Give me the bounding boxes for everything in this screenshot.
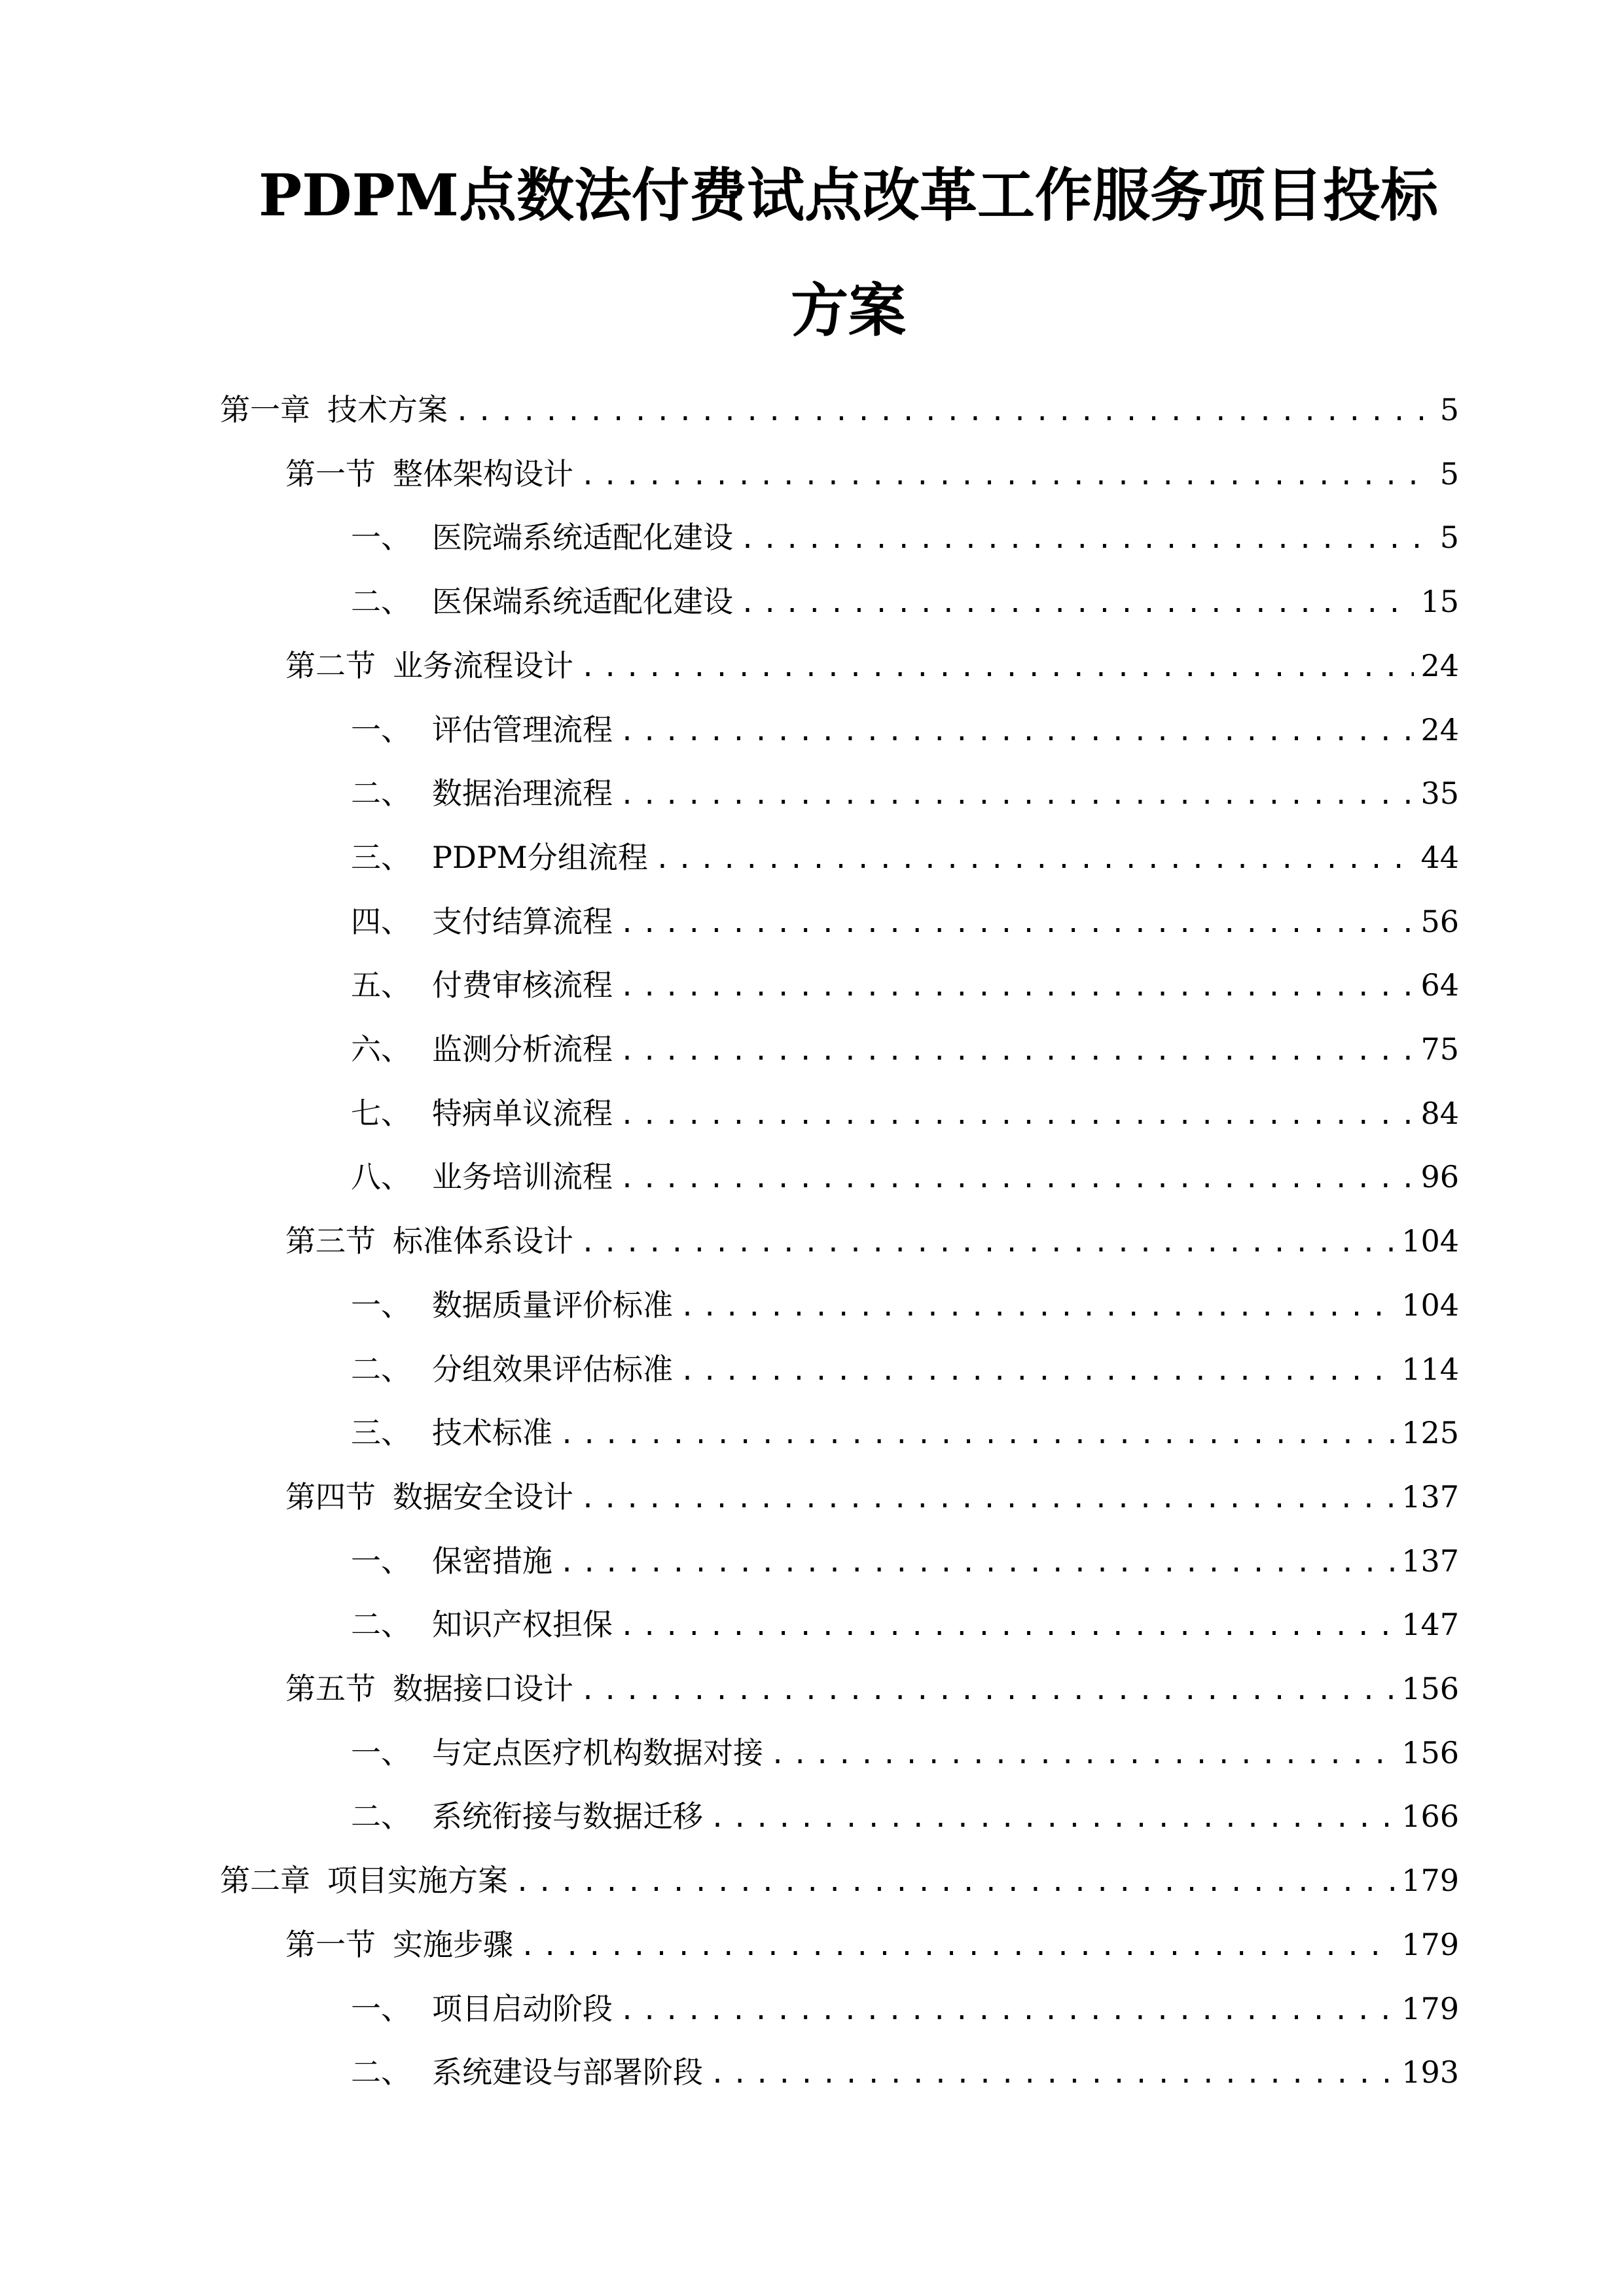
- toc-entry-page-number: 125: [1401, 1415, 1459, 1450]
- toc-entry-title: 知识产权担保: [432, 1607, 613, 1642]
- toc-entry-page-number: 44: [1420, 840, 1459, 875]
- toc-entry-page-number: 166: [1401, 1799, 1459, 1834]
- toc-entry-title: PDPM分组流程: [432, 840, 648, 875]
- toc-entry-number: 二、: [351, 2054, 411, 2090]
- toc-entry-title: 技术方案: [327, 392, 448, 427]
- document-title-line-1: PDPM点数法付费试点改革工作服务项目投标: [258, 161, 1439, 229]
- toc-entry-title: 整体架构设计: [393, 456, 573, 492]
- toc-dot-leader: [679, 1350, 1395, 1392]
- toc-dot-leader: [679, 1286, 1395, 1328]
- toc-entry[interactable]: [351, 1156, 1459, 1198]
- toc-entry-title: 技术标准: [432, 1415, 552, 1450]
- toc-entry-number: 一、: [351, 1543, 411, 1579]
- toc-entry-title: 支付结算流程: [432, 904, 613, 939]
- toc-entry[interactable]: [351, 964, 1459, 1006]
- toc-entry[interactable]: [351, 1028, 1459, 1070]
- toc-entry-title: 医保端系统适配化建设: [432, 584, 733, 619]
- toc-entry-page-number: 137: [1401, 1479, 1459, 1515]
- toc-entry[interactable]: [351, 1540, 1459, 1582]
- toc-entry[interactable]: [220, 1859, 1459, 1901]
- toc-entry-page-number: 5: [1439, 392, 1459, 427]
- toc-dot-leader: [619, 1158, 1414, 1200]
- toc-entry-number: 二、: [351, 1352, 411, 1387]
- toc-entry-number: 七、: [351, 1096, 411, 1131]
- toc-dot-leader: [454, 391, 1426, 433]
- toc-entry-page-number: 75: [1420, 1031, 1459, 1067]
- toc-entry-page-number: 179: [1401, 1991, 1459, 2026]
- toc-entry-title: 业务流程设计: [393, 648, 573, 683]
- toc-entry[interactable]: [351, 1284, 1459, 1326]
- toc-entry-number: 五、: [351, 967, 411, 1003]
- toc-entry-page-number: 104: [1401, 1223, 1459, 1259]
- toc-dot-leader: [619, 903, 1414, 944]
- toc-entry[interactable]: [351, 581, 1459, 622]
- toc-entry[interactable]: [351, 2051, 1459, 2093]
- toc-entry-number: 六、: [351, 1031, 411, 1067]
- toc-entry-title: 数据质量评价标准: [432, 1287, 673, 1323]
- toc-entry[interactable]: [351, 709, 1459, 751]
- toc-entry-page-number: 104: [1401, 1287, 1459, 1323]
- toc-entry-page-number: 64: [1420, 967, 1459, 1003]
- toc-dot-leader: [580, 455, 1426, 497]
- toc-entry-page-number: 96: [1420, 1159, 1459, 1194]
- toc-entry[interactable]: [351, 1412, 1459, 1454]
- toc-dot-leader: [619, 1605, 1395, 1647]
- toc-entry-page-number: 24: [1420, 648, 1459, 683]
- toc-entry-title: 数据治理流程: [432, 776, 613, 811]
- toc-entry-page-number: 193: [1401, 2054, 1459, 2090]
- toc-entry-page-number: 156: [1401, 1671, 1459, 1706]
- toc-dot-leader: [619, 1990, 1395, 2032]
- toc-entry-title: 项目实施方案: [327, 1863, 508, 1898]
- toc-entry[interactable]: [351, 772, 1459, 814]
- toc-entry-title: 数据安全设计: [393, 1479, 573, 1515]
- toc-entry-number: 一、: [351, 1287, 411, 1323]
- toc-entry-title: 实施步骤: [393, 1927, 513, 1962]
- toc-dot-leader: [710, 1797, 1395, 1839]
- toc-entry-page-number: 24: [1420, 712, 1459, 747]
- toc-entry[interactable]: [351, 1348, 1459, 1390]
- toc-entry-title: 医院端系统适配化建设: [432, 520, 733, 555]
- toc-dot-leader: [580, 1222, 1395, 1264]
- toc-entry-title: 数据接口设计: [393, 1671, 573, 1706]
- toc-entry-number: 第二节: [285, 648, 376, 683]
- toc-entry[interactable]: [220, 389, 1459, 431]
- toc-entry-number: 第一章: [220, 392, 310, 427]
- toc-entry-number: 三、: [351, 1415, 411, 1450]
- toc-entry-number: 一、: [351, 712, 411, 747]
- toc-entry[interactable]: [351, 1988, 1459, 2030]
- toc-entry-title: 系统衔接与数据迁移: [432, 1799, 703, 1834]
- toc-entry-number: 第五节: [285, 1671, 376, 1706]
- toc-entry-title: 保密措施: [432, 1543, 552, 1579]
- toc-entry-number: 二、: [351, 776, 411, 811]
- toc-entry-title: 评估管理流程: [432, 712, 613, 747]
- toc-entry-page-number: 114: [1401, 1352, 1459, 1387]
- toc-entry-number: 第三节: [285, 1223, 376, 1259]
- toc-dot-leader: [580, 1478, 1395, 1520]
- toc-entry[interactable]: [351, 1732, 1459, 1774]
- toc-entry-title: 标准体系设计: [393, 1223, 573, 1259]
- toc-entry-title: 与定点医疗机构数据对接: [432, 1735, 763, 1770]
- toc-entry-title: 项目启动阶段: [432, 1991, 613, 2026]
- toc-dot-leader: [619, 774, 1414, 816]
- toc-entry-page-number: 179: [1401, 1927, 1459, 1962]
- toc-entry-page-number: 56: [1420, 904, 1459, 939]
- toc-entry-page-number: 5: [1439, 456, 1459, 492]
- toc-dot-leader: [710, 2053, 1395, 2095]
- toc-dot-leader: [580, 647, 1414, 689]
- toc-entry-title: 分组效果评估标准: [432, 1352, 673, 1387]
- toc-dot-leader: [559, 1414, 1395, 1456]
- toc-entry[interactable]: [285, 1220, 1459, 1262]
- document-title-line-2: 方案: [790, 276, 906, 344]
- toc-dot-leader: [655, 838, 1415, 880]
- toc-entry[interactable]: [285, 645, 1459, 687]
- toc-dot-leader: [514, 1861, 1395, 1903]
- toc-entry-page-number: 156: [1401, 1735, 1459, 1770]
- toc-entry-number: 第一节: [285, 456, 376, 492]
- toc-dot-leader: [619, 966, 1414, 1008]
- toc-entry-page-number: 35: [1420, 776, 1459, 811]
- toc-entry-title: 特病单议流程: [432, 1096, 613, 1131]
- toc-entry[interactable]: [285, 1924, 1459, 1965]
- toc-entry-number: 第二章: [220, 1863, 310, 1898]
- toc-entry-title: 系统建设与部署阶段: [432, 2054, 703, 2090]
- toc-entry-number: 二、: [351, 1799, 411, 1834]
- toc-entry[interactable]: [351, 1092, 1459, 1134]
- toc-entry[interactable]: [351, 901, 1459, 942]
- toc-entry-page-number: 137: [1401, 1543, 1459, 1579]
- toc-entry[interactable]: [351, 1604, 1459, 1645]
- toc-entry-page-number: 84: [1420, 1096, 1459, 1131]
- toc-entry[interactable]: [285, 1668, 1459, 1710]
- toc-entry-title: 业务培训流程: [432, 1159, 613, 1194]
- toc-entry[interactable]: [285, 1476, 1459, 1518]
- toc-entry-number: 第四节: [285, 1479, 376, 1515]
- toc-entry[interactable]: [285, 453, 1459, 495]
- toc-entry-number: 二、: [351, 584, 411, 619]
- toc-entry-page-number: 5: [1439, 520, 1459, 555]
- toc-entry-number: 二、: [351, 1607, 411, 1642]
- toc-dot-leader: [740, 583, 1414, 624]
- toc-dot-leader: [619, 1094, 1414, 1136]
- toc-entry-number: 第一节: [285, 1927, 376, 1962]
- toc-dot-leader: [520, 1926, 1395, 1967]
- toc-dot-leader: [770, 1734, 1395, 1776]
- toc-entry-number: 三、: [351, 840, 411, 875]
- toc-entry-title: 监测分析流程: [432, 1031, 613, 1067]
- toc-dot-leader: [619, 1030, 1414, 1072]
- toc-entry-page-number: 179: [1401, 1863, 1459, 1898]
- toc-entry[interactable]: [351, 836, 1459, 878]
- toc-dot-leader: [619, 711, 1414, 753]
- toc-dot-leader: [580, 1670, 1395, 1712]
- toc-dot-leader: [559, 1542, 1395, 1584]
- toc-entry-number: 四、: [351, 904, 411, 939]
- toc-entry-number: 一、: [351, 1991, 411, 2026]
- toc-entry-page-number: 147: [1401, 1607, 1459, 1642]
- toc-dot-leader: [740, 518, 1426, 560]
- toc-entry[interactable]: [351, 516, 1459, 558]
- toc-entry-number: 八、: [351, 1159, 411, 1194]
- toc-entry-title: 付费审核流程: [432, 967, 613, 1003]
- toc-entry[interactable]: [351, 1795, 1459, 1837]
- toc-entry-page-number: 15: [1420, 584, 1459, 619]
- toc-entry-number: 一、: [351, 520, 411, 555]
- toc-entry-number: 一、: [351, 1735, 411, 1770]
